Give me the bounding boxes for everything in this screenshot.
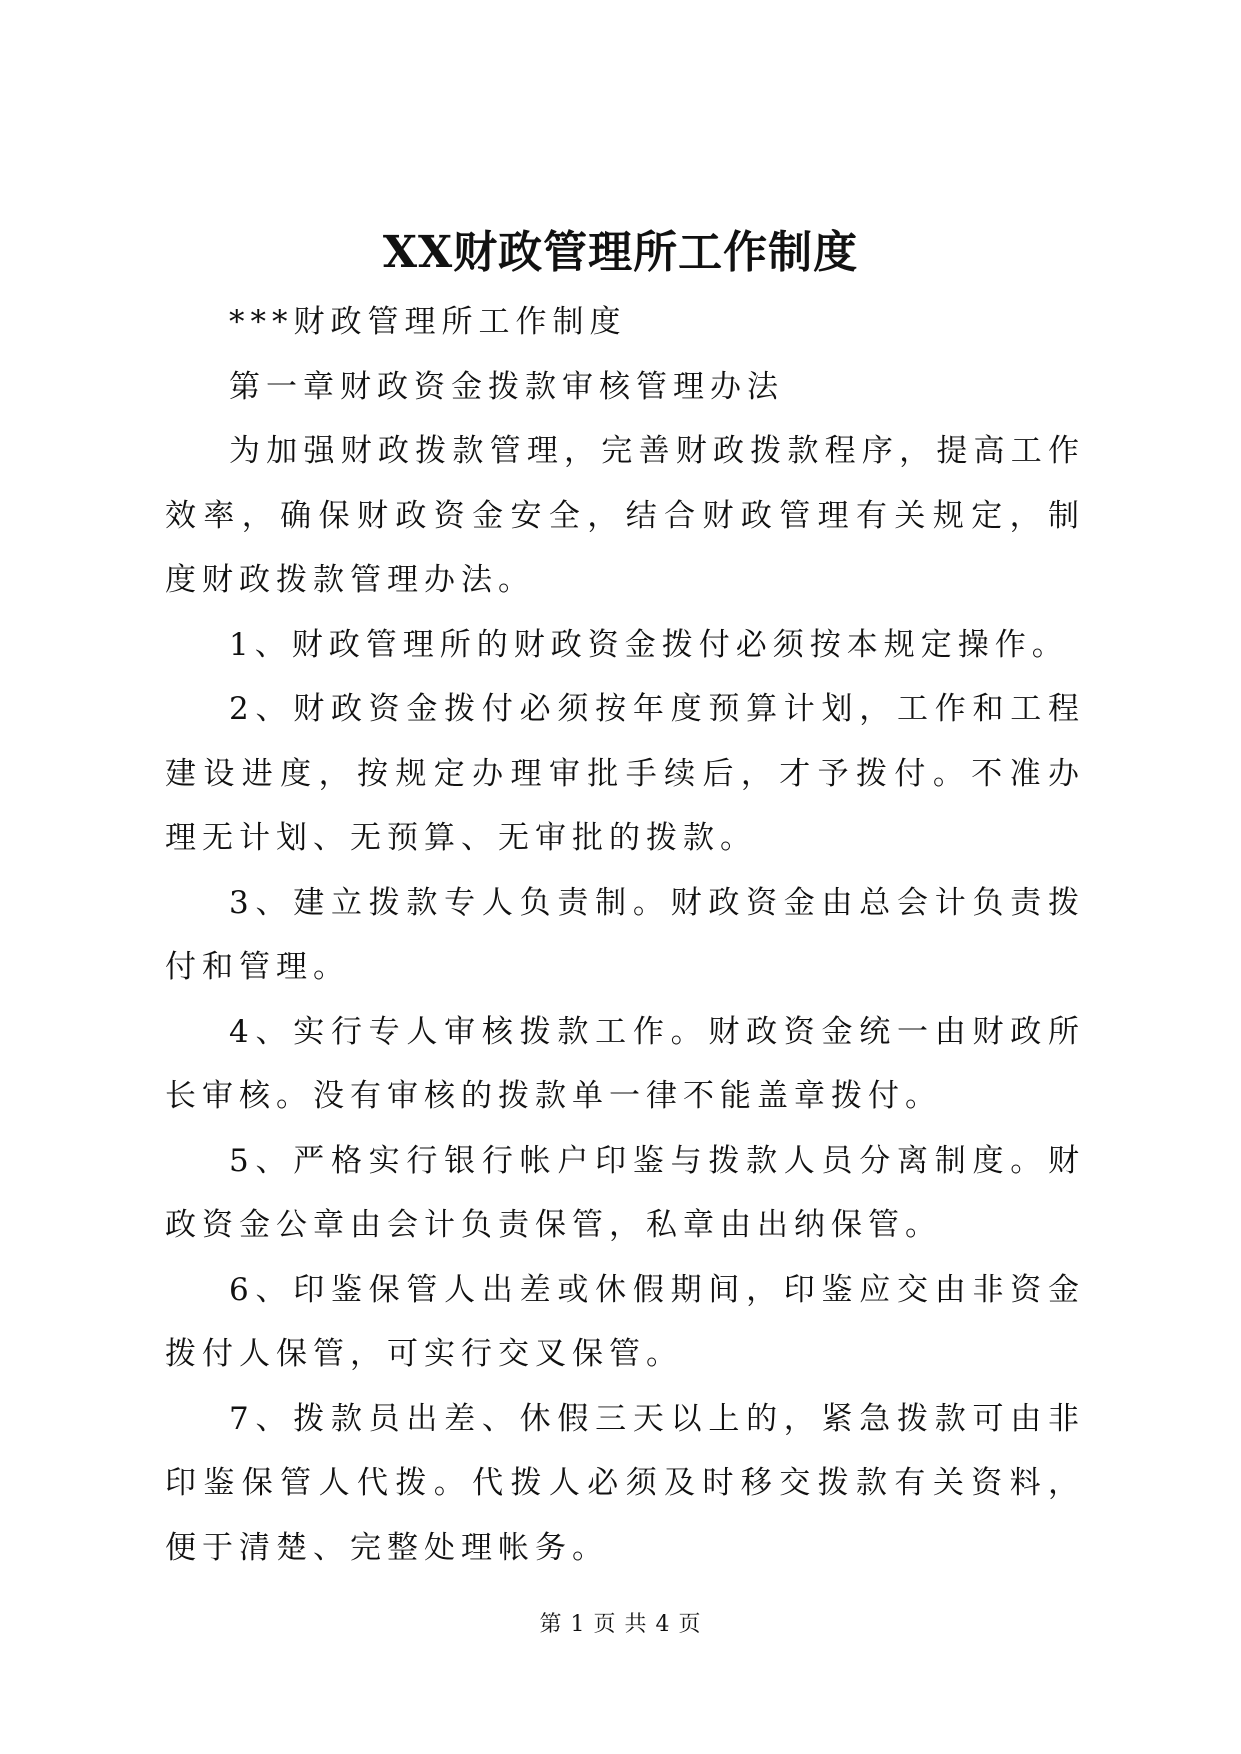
paragraph-intro: 为加强财政拨款管理，完善财政拨款程序，提高工作效率，确保财政资金安全，结合财政管理有关规定，制度财政拨款管理办法。 bbox=[165, 433, 1085, 598]
document-title: XX财政管理所工作制度 bbox=[382, 227, 859, 278]
page-number: 第 1 页 共 4 页 bbox=[539, 1612, 702, 1637]
paragraph-subtitle: ***财政管理所工作制度 bbox=[229, 304, 627, 340]
paragraph-chapter-heading: 第一章财政资金拨款审核管理办法 bbox=[229, 368, 784, 405]
document-body bbox=[165, 290, 1085, 1580]
paragraph-item-1: 1、财政管理所的财政资金拨付必须按本规定操作。 bbox=[229, 626, 1069, 663]
paragraph-item-2: 2、财政资金拨付必须按年度预算计划，工作和工程建设进度，按规定办理审批手续后，才予拨付。不准办理无计划、无预算、无审批的拨款。 bbox=[165, 691, 1085, 856]
paragraph-item-6: 6、印鉴保管人出差或休假期间，印鉴应交由非资金拨付人保管，可实行交叉保管。 bbox=[165, 1271, 1085, 1372]
paragraph-item-5: 5、严格实行银行帐户印鉴与拨款人员分离制度。财政资金公章由会计负责保管，私章由出纳保管。 bbox=[165, 1142, 1085, 1243]
paragraph-item-7: 7、拨款员出差、休假三天以上的，紧急拨款可由非印鉴保管人代拨。代拨人必须及时移交拨款有关资料，便于清楚、完整处理帐务。 bbox=[165, 1400, 1085, 1566]
page-footer bbox=[0, 1610, 1241, 1640]
paragraph-item-4: 4、实行专人审核拨款工作。财政资金统一由财政所长审核。没有审核的拨款单一律不能盖章拨付。 bbox=[165, 1013, 1085, 1114]
paragraph-item-3: 3、建立拨款专人负责制。财政资金由总会计负责拨付和管理。 bbox=[165, 884, 1085, 985]
